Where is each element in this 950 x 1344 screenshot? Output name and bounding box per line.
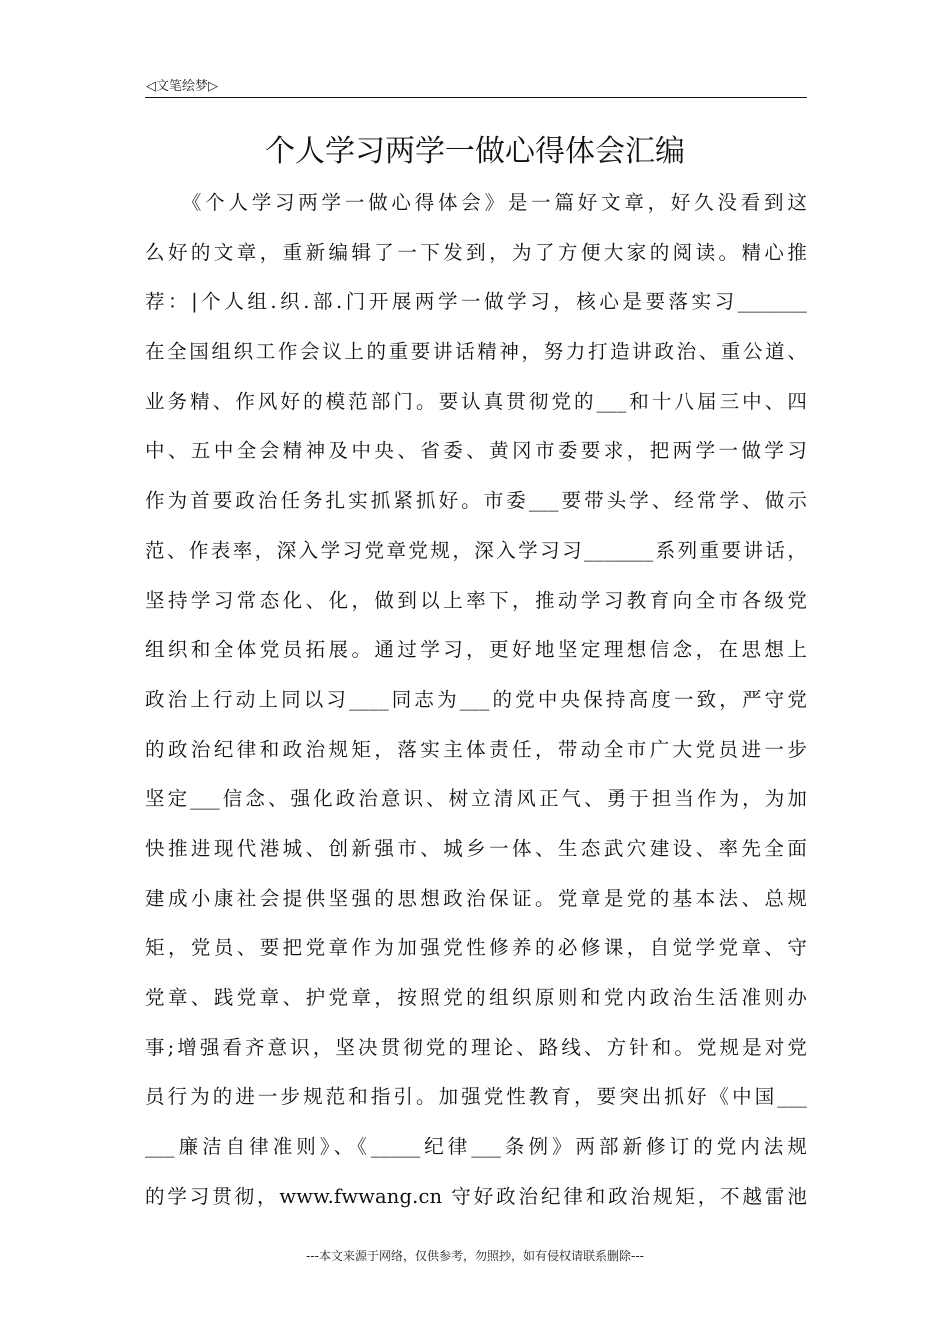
- body-line: 快推进现代港城、创新强市、城乡一体、生态武穴建设、率先全面: [145, 836, 807, 860]
- body-line: 范、作表率，深入学习党章党规，深入学习习_______系列重要讲话，: [145, 538, 807, 562]
- body-line: 党章、践党章、护党章，按照党的组织原则和党内政治生活准则办: [145, 986, 807, 1009]
- body-line: 的政治纪律和政治规矩，落实主体责任，带动全市广大党员进一步: [145, 737, 807, 761]
- body-line: 事;增强看齐意识，坚决贯彻党的理论、路线、方针和。党规是对党: [145, 1035, 807, 1059]
- header-divider: [145, 97, 807, 98]
- body-line: ___廉洁自律准则》、《_____纪律___条例》两部新修订的党内法规: [145, 1135, 807, 1159]
- body-line: 《个人学习两学一做心得体会》是一篇好文章，好久没看到这: [145, 191, 807, 214]
- body-line: 矩，党员、要把党章作为加强党性修养的必修课，自觉学党章、守: [145, 936, 807, 960]
- body-line: 么好的文章，重新编辑了一下发到，为了方便大家的阅读。精心推: [145, 240, 807, 264]
- body-line: 建成小康社会提供坚强的思想政治保证。党章是党的基本法、总规: [145, 886, 807, 910]
- body-line: 中、五中全会精神及中央、省委、黄冈市委要求，把两学一做学习: [145, 439, 807, 463]
- document-body: [145, 178, 807, 1221]
- footer-disclaimer: ---本文来源于网络，仅供参考，勿照抄，如有侵权请联系删除---: [306, 1249, 644, 1263]
- body-line: 坚持学习常态化、化，做到以上率下，推动学习教育向全市各级党: [145, 588, 807, 612]
- body-line: 政治上行动上同以习____同志为___的党中央保持高度一致，严守党: [145, 687, 807, 711]
- document-title: 个人学习两学一做心得体会汇编: [265, 134, 685, 169]
- body-line: 坚定___信念、强化政治意识、树立清风正气、勇于担当作为，为加: [145, 787, 807, 811]
- body-line: 组织和全体党员拓展。通过学习，更好地坚定理想信念，在思想上: [145, 638, 807, 662]
- body-line: 的学习贯彻，www.fwwang.cn 守好政治纪律和政治规矩，不越雷池: [145, 1184, 807, 1208]
- body-line: 员行为的进一步规范和指引。加强党性教育，要突出抓好《中国___: [145, 1085, 807, 1109]
- body-line: 在全国组织工作会议上的重要讲话精神，努力打造讲政治、重公道、: [145, 340, 807, 364]
- body-line: 作为首要政治任务扎实抓紧抓好。市委___要带头学、经常学、做示: [145, 489, 807, 513]
- body-line: 荐：|个人组.织.部.门开展两学一做学习，核心是要落实习_______: [145, 290, 807, 314]
- body-line: 业务精、作风好的模范部门。要认真贯彻党的___和十八届三中、四: [145, 389, 807, 413]
- header-brand: ◁文笔绘梦▷: [146, 79, 218, 94]
